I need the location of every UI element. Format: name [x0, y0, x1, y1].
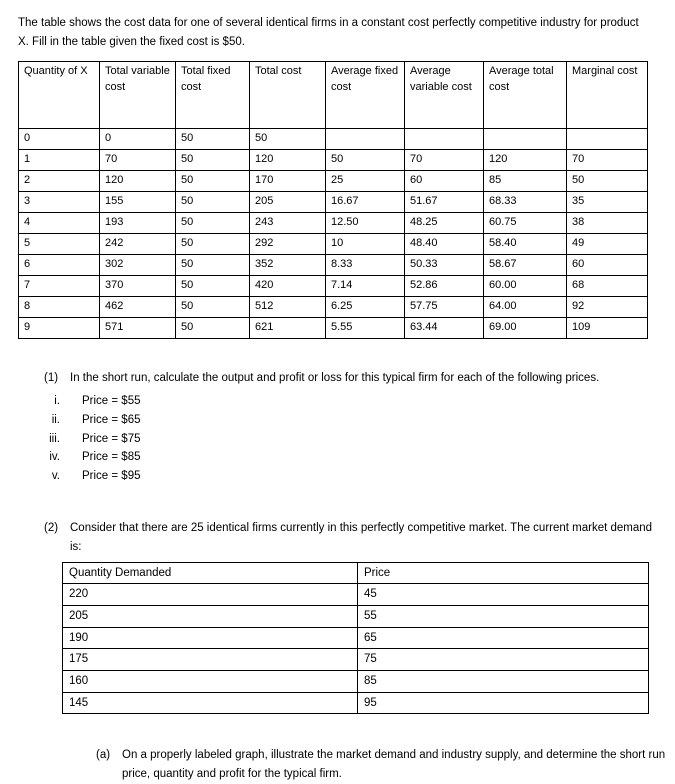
cell-total-variable-cost: 0: [100, 129, 176, 150]
cell-total-cost: 170: [250, 171, 326, 192]
list-item-label: Price = $65: [82, 413, 141, 426]
column-header-average-fixed-cost: Average fixed cost: [326, 62, 405, 129]
question-1-marker: (1): [44, 371, 59, 384]
question-1-block: [18, 369, 652, 486]
cell-total-fixed-cost: 50: [176, 296, 250, 317]
question-2a-line: [96, 746, 675, 783]
cell-total-variable-cost: 462: [100, 296, 176, 317]
cell-total-cost: 120: [250, 150, 326, 171]
cell-average-fixed-cost: [326, 129, 405, 150]
cell-total-variable-cost: 155: [100, 192, 176, 213]
cell-marginal-cost: [567, 129, 648, 150]
cell-quantity: 9: [19, 317, 100, 338]
question-2a-text: On a properly labeled graph, illustrate the market demand and industry supply, and determine the short run price, quantity and profit for the typical firm.: [122, 749, 666, 780]
cell-average-variable-cost: 63.44: [405, 317, 484, 338]
cell-average-total-cost: 68.33: [484, 192, 567, 213]
question-1-text: In the short run, calculate the output and profit or loss for this typical firm for each of the following prices.: [70, 371, 600, 384]
cell-average-variable-cost: [405, 129, 484, 150]
cell-total-cost: 243: [250, 213, 326, 234]
question-1-price-list: [44, 392, 652, 485]
list-item-numeral: iv.: [49, 451, 60, 464]
cell-average-total-cost: [484, 129, 567, 150]
column-header-average-variable-cost: Average variable cost: [405, 62, 484, 129]
cell-total-cost: 621: [250, 317, 326, 338]
table-row: [19, 129, 648, 150]
cell-total-fixed-cost: 50: [176, 213, 250, 234]
cell-average-total-cost: 69.00: [484, 317, 567, 338]
cell-total-cost: 50: [250, 129, 326, 150]
cell-average-fixed-cost: 16.67: [326, 192, 405, 213]
table-row: [19, 275, 648, 296]
list-item-label: Price = $85: [82, 451, 141, 464]
column-header-average-total-cost: Average total cost: [484, 62, 567, 129]
cell-average-total-cost: 64.00: [484, 296, 567, 317]
cell-quantity: 2: [19, 171, 100, 192]
demand-table-body: [63, 584, 649, 714]
cell-total-variable-cost: 242: [100, 233, 176, 254]
cell-price: 65: [358, 627, 649, 649]
intro-paragraph: The table shows the cost data for one of several identical firms in a constant cost perfectly competitive industry for product X. Fill in the table given the fixed cost is $50.: [18, 17, 639, 48]
cell-quantity-demanded: 160: [63, 670, 358, 692]
cell-average-variable-cost: 60: [405, 171, 484, 192]
column-header-marginal-cost: Marginal cost: [567, 62, 648, 129]
cell-price: 45: [358, 584, 649, 606]
cell-quantity-demanded: 145: [63, 692, 358, 714]
cell-total-fixed-cost: 50: [176, 129, 250, 150]
cell-quantity-demanded: 205: [63, 605, 358, 627]
cell-total-fixed-cost: 50: [176, 233, 250, 254]
cell-marginal-cost: 68: [567, 275, 648, 296]
cell-quantity: 0: [19, 129, 100, 150]
list-item-label: Price = $95: [82, 469, 141, 482]
cell-average-total-cost: 85: [484, 171, 567, 192]
list-item-numeral: i.: [54, 395, 60, 408]
cell-quantity: 1: [19, 150, 100, 171]
list-item: [44, 430, 652, 449]
cell-average-fixed-cost: 10: [326, 233, 405, 254]
cell-average-fixed-cost: 12.50: [326, 213, 405, 234]
table-row: [19, 150, 648, 171]
list-item-label: Price = $55: [82, 395, 141, 408]
question-2-text: Consider that there are 25 identical firms currently in this perfectly competitive market. The current market demand is:: [70, 522, 653, 553]
cell-marginal-cost: 50: [567, 171, 648, 192]
cell-quantity: 6: [19, 254, 100, 275]
cell-average-variable-cost: 48.25: [405, 213, 484, 234]
cell-price: 75: [358, 649, 649, 671]
cell-total-variable-cost: 571: [100, 317, 176, 338]
cell-average-total-cost: 120: [484, 150, 567, 171]
cell-marginal-cost: 38: [567, 213, 648, 234]
cell-quantity-demanded: 175: [63, 649, 358, 671]
cell-total-cost: 420: [250, 275, 326, 296]
cell-total-cost: 512: [250, 296, 326, 317]
cell-marginal-cost: 49: [567, 233, 648, 254]
cell-marginal-cost: 92: [567, 296, 648, 317]
table-row: [63, 605, 649, 627]
cell-average-fixed-cost: 8.33: [326, 254, 405, 275]
column-header-total-variable-cost: Total variable cost: [100, 62, 176, 129]
cell-average-fixed-cost: 50: [326, 150, 405, 171]
cell-quantity-demanded: 190: [63, 627, 358, 649]
demand-table-header: [63, 562, 649, 584]
column-header-quantity-of-x: Quantity of X: [19, 62, 100, 129]
list-item: [44, 448, 652, 467]
table-header-row: [19, 62, 648, 129]
cell-quantity: 8: [19, 296, 100, 317]
column-header-quantity-demanded: Quantity Demanded: [63, 562, 358, 584]
cell-average-total-cost: 58.67: [484, 254, 567, 275]
list-item: [44, 392, 652, 411]
table-row: [63, 649, 649, 671]
cost-table-body: [19, 129, 648, 338]
question-1-line: [44, 369, 652, 388]
cell-total-variable-cost: 370: [100, 275, 176, 296]
cost-data-table: [18, 61, 648, 338]
cell-total-cost: 352: [250, 254, 326, 275]
cell-average-fixed-cost: 6.25: [326, 296, 405, 317]
cell-quantity: 5: [19, 233, 100, 254]
cell-total-variable-cost: 70: [100, 150, 176, 171]
cell-total-fixed-cost: 50: [176, 171, 250, 192]
cell-average-variable-cost: 48.40: [405, 233, 484, 254]
cell-total-fixed-cost: 50: [176, 317, 250, 338]
cell-average-fixed-cost: 25: [326, 171, 405, 192]
list-item-label: Price = $75: [82, 432, 141, 445]
question-2a-marker: (a): [96, 749, 111, 762]
question-2a-block: [44, 746, 675, 783]
list-item-numeral: ii.: [51, 413, 60, 426]
cell-total-variable-cost: 193: [100, 213, 176, 234]
cell-average-total-cost: 58.40: [484, 233, 567, 254]
market-demand-table: [62, 562, 649, 715]
cell-quantity: 7: [19, 275, 100, 296]
table-row: [19, 171, 648, 192]
table-row: [63, 584, 649, 606]
table-row: [19, 296, 648, 317]
list-item-numeral: iii.: [49, 432, 60, 445]
question-2-block: [18, 519, 664, 783]
cell-average-variable-cost: 51.67: [405, 192, 484, 213]
cell-average-fixed-cost: 7.14: [326, 275, 405, 296]
cell-price: 95: [358, 692, 649, 714]
table-row: [63, 692, 649, 714]
cell-average-variable-cost: 70: [405, 150, 484, 171]
question-2-marker: (2): [44, 522, 59, 535]
cell-quantity: 3: [19, 192, 100, 213]
table-row: [63, 670, 649, 692]
table-header-row: [63, 562, 649, 584]
table-row: [19, 213, 648, 234]
cell-total-fixed-cost: 50: [176, 275, 250, 296]
cell-average-total-cost: 60.75: [484, 213, 567, 234]
cell-quantity: 4: [19, 213, 100, 234]
cell-price: 55: [358, 605, 649, 627]
cell-quantity-demanded: 220: [63, 584, 358, 606]
cell-marginal-cost: 35: [567, 192, 648, 213]
cell-total-cost: 205: [250, 192, 326, 213]
cell-average-fixed-cost: 5.55: [326, 317, 405, 338]
cell-marginal-cost: 70: [567, 150, 648, 171]
list-item: [44, 411, 652, 430]
column-header-total-fixed-cost: Total fixed cost: [176, 62, 250, 129]
cell-average-variable-cost: 52.86: [405, 275, 484, 296]
table-row: [19, 192, 648, 213]
cell-total-fixed-cost: 50: [176, 192, 250, 213]
cell-price: 85: [358, 670, 649, 692]
table-row: [19, 254, 648, 275]
list-item-numeral: v.: [51, 469, 60, 482]
table-row: [19, 317, 648, 338]
table-row: [63, 627, 649, 649]
cell-average-variable-cost: 57.75: [405, 296, 484, 317]
cell-total-fixed-cost: 50: [176, 254, 250, 275]
cost-table-header: [19, 62, 648, 129]
cell-average-variable-cost: 50.33: [405, 254, 484, 275]
cell-marginal-cost: 60: [567, 254, 648, 275]
list-item: [44, 467, 652, 486]
column-header-price: Price: [358, 562, 649, 584]
cell-average-total-cost: 60.00: [484, 275, 567, 296]
cell-total-fixed-cost: 50: [176, 150, 250, 171]
cell-total-variable-cost: 120: [100, 171, 176, 192]
column-header-total-cost: Total cost: [250, 62, 326, 129]
cell-total-cost: 292: [250, 233, 326, 254]
cell-total-variable-cost: 302: [100, 254, 176, 275]
cell-marginal-cost: 109: [567, 317, 648, 338]
table-row: [19, 233, 648, 254]
question-2-line: [44, 519, 664, 556]
